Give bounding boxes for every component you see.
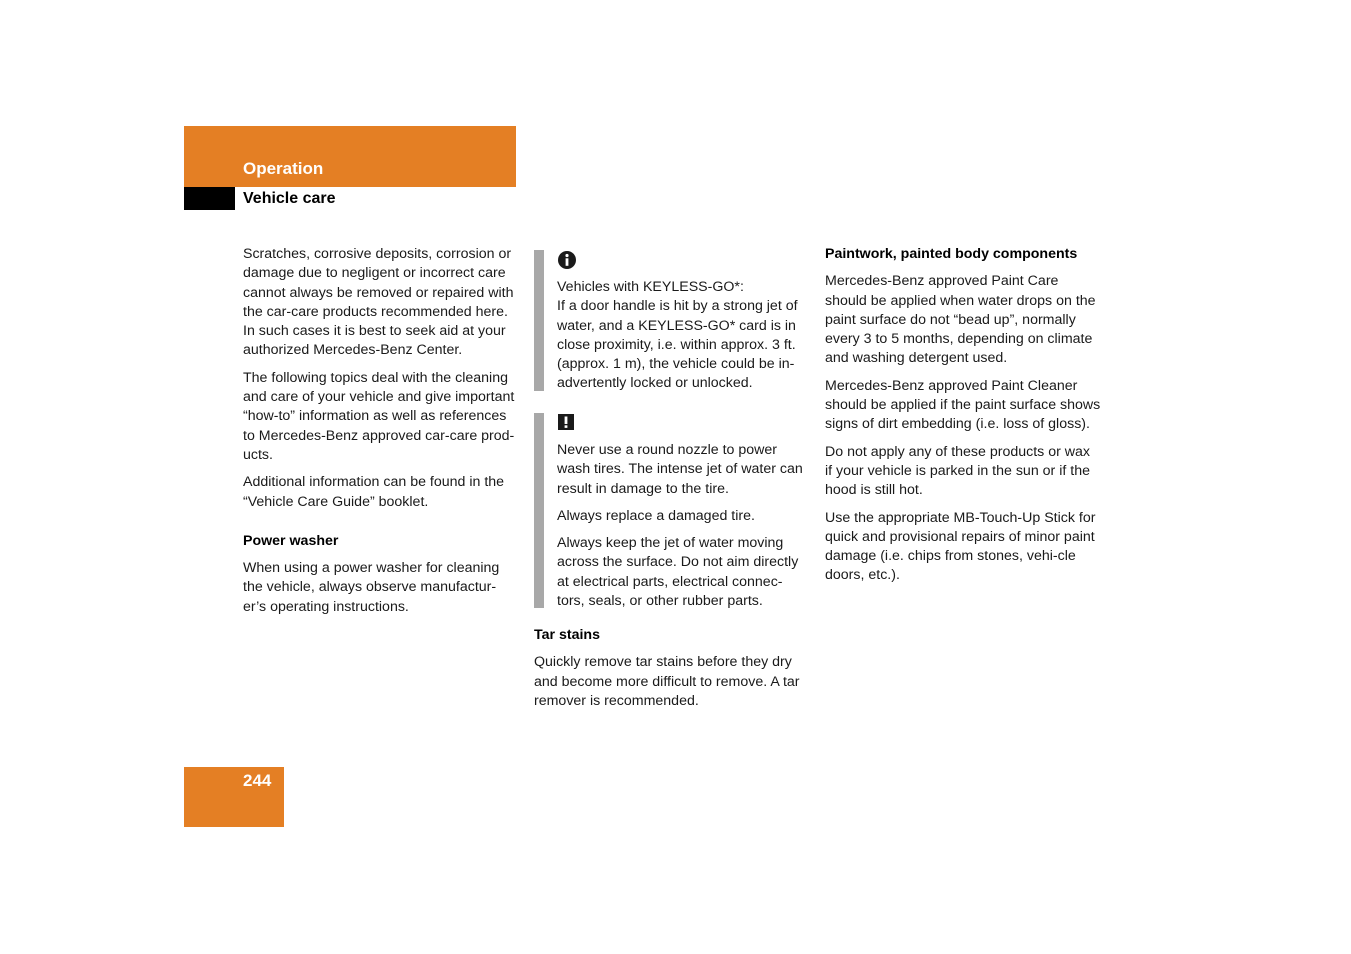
chapter-title: Operation bbox=[243, 159, 324, 178]
info-note-line-2: If a door handle is hit by a strong jet of water, and a KEYLESS-GO* card is in close proximity, i.e. within approx. 3 ft. (approx. 1 m), the vehicle could be in-advertently locked or unlocked. bbox=[557, 298, 798, 392]
power-washer-text: When using a power washer for cleaning the vehicle, always observe manufactur-er’s operating instructions. bbox=[243, 560, 500, 615]
paintwork-paragraph-2: Mercedes-Benz approved Paint Cleaner should be applied if the paint surface shows signs of dirt embedding (i.e. loss of gloss). bbox=[825, 377, 1101, 433]
power-washer-heading: Power washer bbox=[243, 532, 339, 549]
tar-stains-heading: Tar stains bbox=[534, 627, 600, 643]
paintwork-heading: Paintwork, painted body components bbox=[825, 246, 1078, 262]
warning-icon bbox=[557, 413, 809, 435]
intro-paragraph-2: The following topics deal with the cleaning and care of your vehicle and give important “how-to” information as well as references to Mercedes-Benz approved car-care prod-ucts. bbox=[243, 369, 515, 463]
warning-note-paragraph-2: Always replace a damaged tire. bbox=[557, 507, 755, 524]
chapter-header-bar bbox=[184, 126, 516, 187]
paintwork-paragraph-1: Mercedes-Benz approved Paint Care should be applied when water drops on the paint surface do not “bead up”, normally every 3 to 5 months, depending on climate and washing detergent used. bbox=[825, 273, 1096, 367]
column-paintwork bbox=[825, 245, 1101, 594]
intro-paragraph-1: Scratches, corrosive deposits, corrosion or damage due to negligent or incorrect care cannot always be removed or repaired with the car-care products recommended here. In such cases it is best to seek aid at your authorized Mercedes-Benz Center. bbox=[243, 246, 514, 359]
tar-stains-section bbox=[534, 626, 810, 711]
warning-note-paragraph-3: Always keep the jet of water moving across the surface. Do not aim directly at electrical parts, electrical connec-tors, seals, or other rubber parts. bbox=[557, 535, 799, 610]
info-note bbox=[534, 250, 809, 391]
tar-stains-text: Quickly remove tar stains before they dry and become more difficult to remove. A tar remover is recommended. bbox=[534, 654, 800, 709]
intro-paragraph-3: Additional information can be found in the “Vehicle Care Guide” booklet. bbox=[243, 474, 505, 510]
info-icon bbox=[557, 250, 809, 272]
warning-note-paragraph-1: Never use a round nozzle to power wash tires. The intense jet of water can result in damage to the tire. bbox=[557, 442, 803, 497]
section-marker bbox=[184, 187, 235, 210]
section-title: Vehicle care bbox=[243, 190, 336, 207]
warning-note bbox=[534, 413, 809, 608]
page-number: 244 bbox=[243, 771, 272, 790]
column-intro bbox=[243, 245, 519, 625]
paintwork-paragraph-4: Use the appropriate MB-Touch-Up Stick for quick and provisional repairs of minor paint damage (i.e. chips from stones, vehi-cle doors, etc.). bbox=[825, 509, 1096, 584]
info-note-line-1: Vehicles with KEYLESS-GO*: bbox=[557, 279, 744, 295]
paintwork-paragraph-3: Do not apply any of these products or wax if your vehicle is parked in the sun or if the hood is still hot. bbox=[825, 443, 1090, 499]
